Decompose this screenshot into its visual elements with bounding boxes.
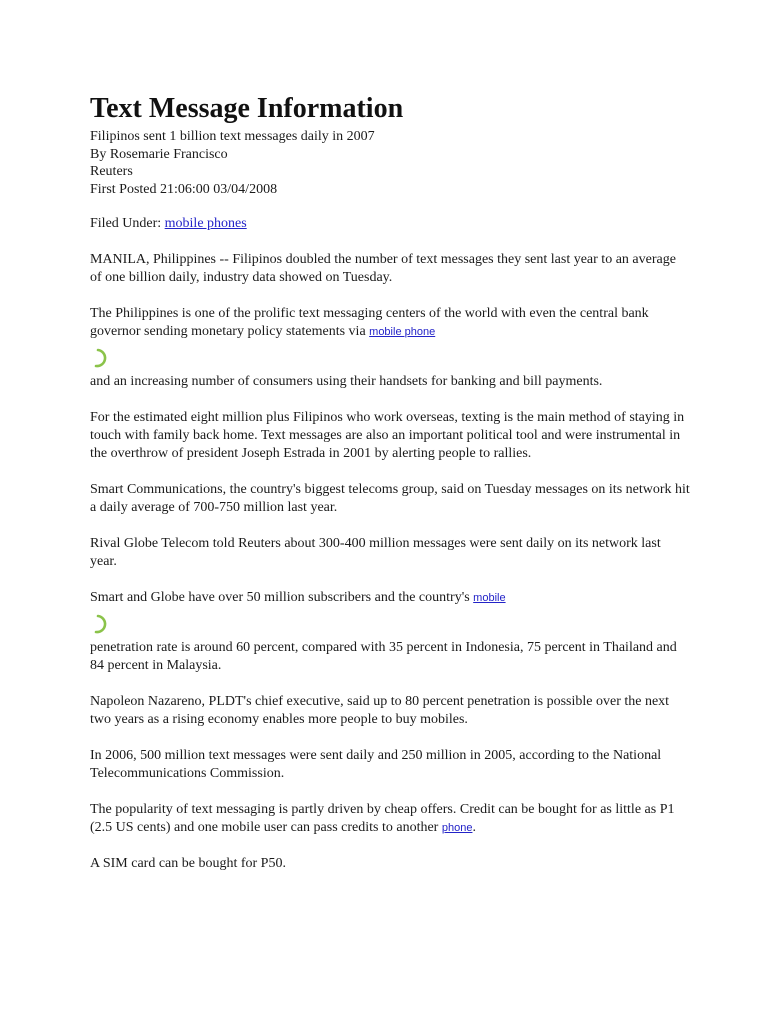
paragraph-10: In 2006, 500 million text messages were sent daily and 250 million in 2005, according to the National Telecommunications Commission. bbox=[90, 747, 662, 781]
paragraph-12: A SIM card can be bought for P50. bbox=[90, 855, 286, 871]
paragraph-7 bbox=[90, 589, 690, 607]
article-source: Reuters bbox=[90, 164, 133, 179]
paragraph-11 bbox=[90, 801, 690, 837]
phone-link[interactable]: phone bbox=[441, 821, 473, 834]
paragraph-1: MANILA, Philippines -- Filipinos doubled the number of text messages they sent last year to an average of one billion daily, industry data showed on Tuesday. bbox=[90, 251, 676, 285]
article bbox=[90, 92, 690, 873]
paragraph-2-text: The Philippines is one of the prolific text messaging centers of the world with even the central bank governor sending monetary policy statements via bbox=[90, 305, 649, 339]
article-byline: By Rosemarie Francisco bbox=[90, 146, 228, 162]
article-subtitle: Filipinos sent 1 billion text messages daily in 2007 bbox=[90, 129, 375, 144]
filed-under-link[interactable]: mobile phones bbox=[164, 216, 247, 231]
paragraph-3: and an increasing number of consumers using their handsets for banking and bill payments. bbox=[90, 373, 603, 389]
paragraph-2 bbox=[90, 305, 690, 341]
article-posted-date: First Posted 21:06:00 03/04/2008 bbox=[90, 181, 278, 197]
paragraph-4: For the estimated eight million plus Filipinos who work overseas, texting is the main method of staying in touch with family back home. Text messages are also an important political tool and were instrumental in the overthrow of president Joseph Estrada in 2001 by alerting people to rallies. bbox=[90, 409, 685, 461]
loading-spinner-icon bbox=[90, 347, 112, 369]
paragraph-8: penetration rate is around 60 percent, compared with 35 percent in Indonesia, 75 percent in Thailand and 84 percent in Malaysia. bbox=[90, 639, 677, 673]
paragraph-6: Rival Globe Telecom told Reuters about 300-400 million messages were sent daily on its network last year. bbox=[90, 535, 661, 569]
paragraph-11-end: . bbox=[472, 819, 476, 835]
paragraph-7-text: Smart and Globe have over 50 million subscribers and the country's bbox=[90, 589, 474, 605]
paragraph-11-text: The popularity of text messaging is partly driven by cheap offers. Credit can be bought for as little as P1 (2.5 US cents) and one mobile user can pass credits to another bbox=[90, 801, 675, 835]
loading-spinner-icon bbox=[90, 613, 112, 635]
mobile-phone-link[interactable]: mobile phone bbox=[369, 325, 436, 338]
filed-under bbox=[90, 215, 690, 233]
paragraph-9: Napoleon Nazareno, PLDT's chief executive, said up to 80 percent penetration is possible over the next two years as a rising economy enables more people to buy mobiles. bbox=[90, 693, 670, 727]
filed-under-label: Filed Under: bbox=[90, 216, 165, 231]
page-title: Text Message Information bbox=[90, 93, 404, 124]
mobile-link[interactable]: mobile bbox=[473, 591, 506, 604]
paragraph-5: Smart Communications, the country's biggest telecoms group, said on Tuesday messages on its network hit a daily average of 700-750 million last year. bbox=[90, 481, 690, 515]
